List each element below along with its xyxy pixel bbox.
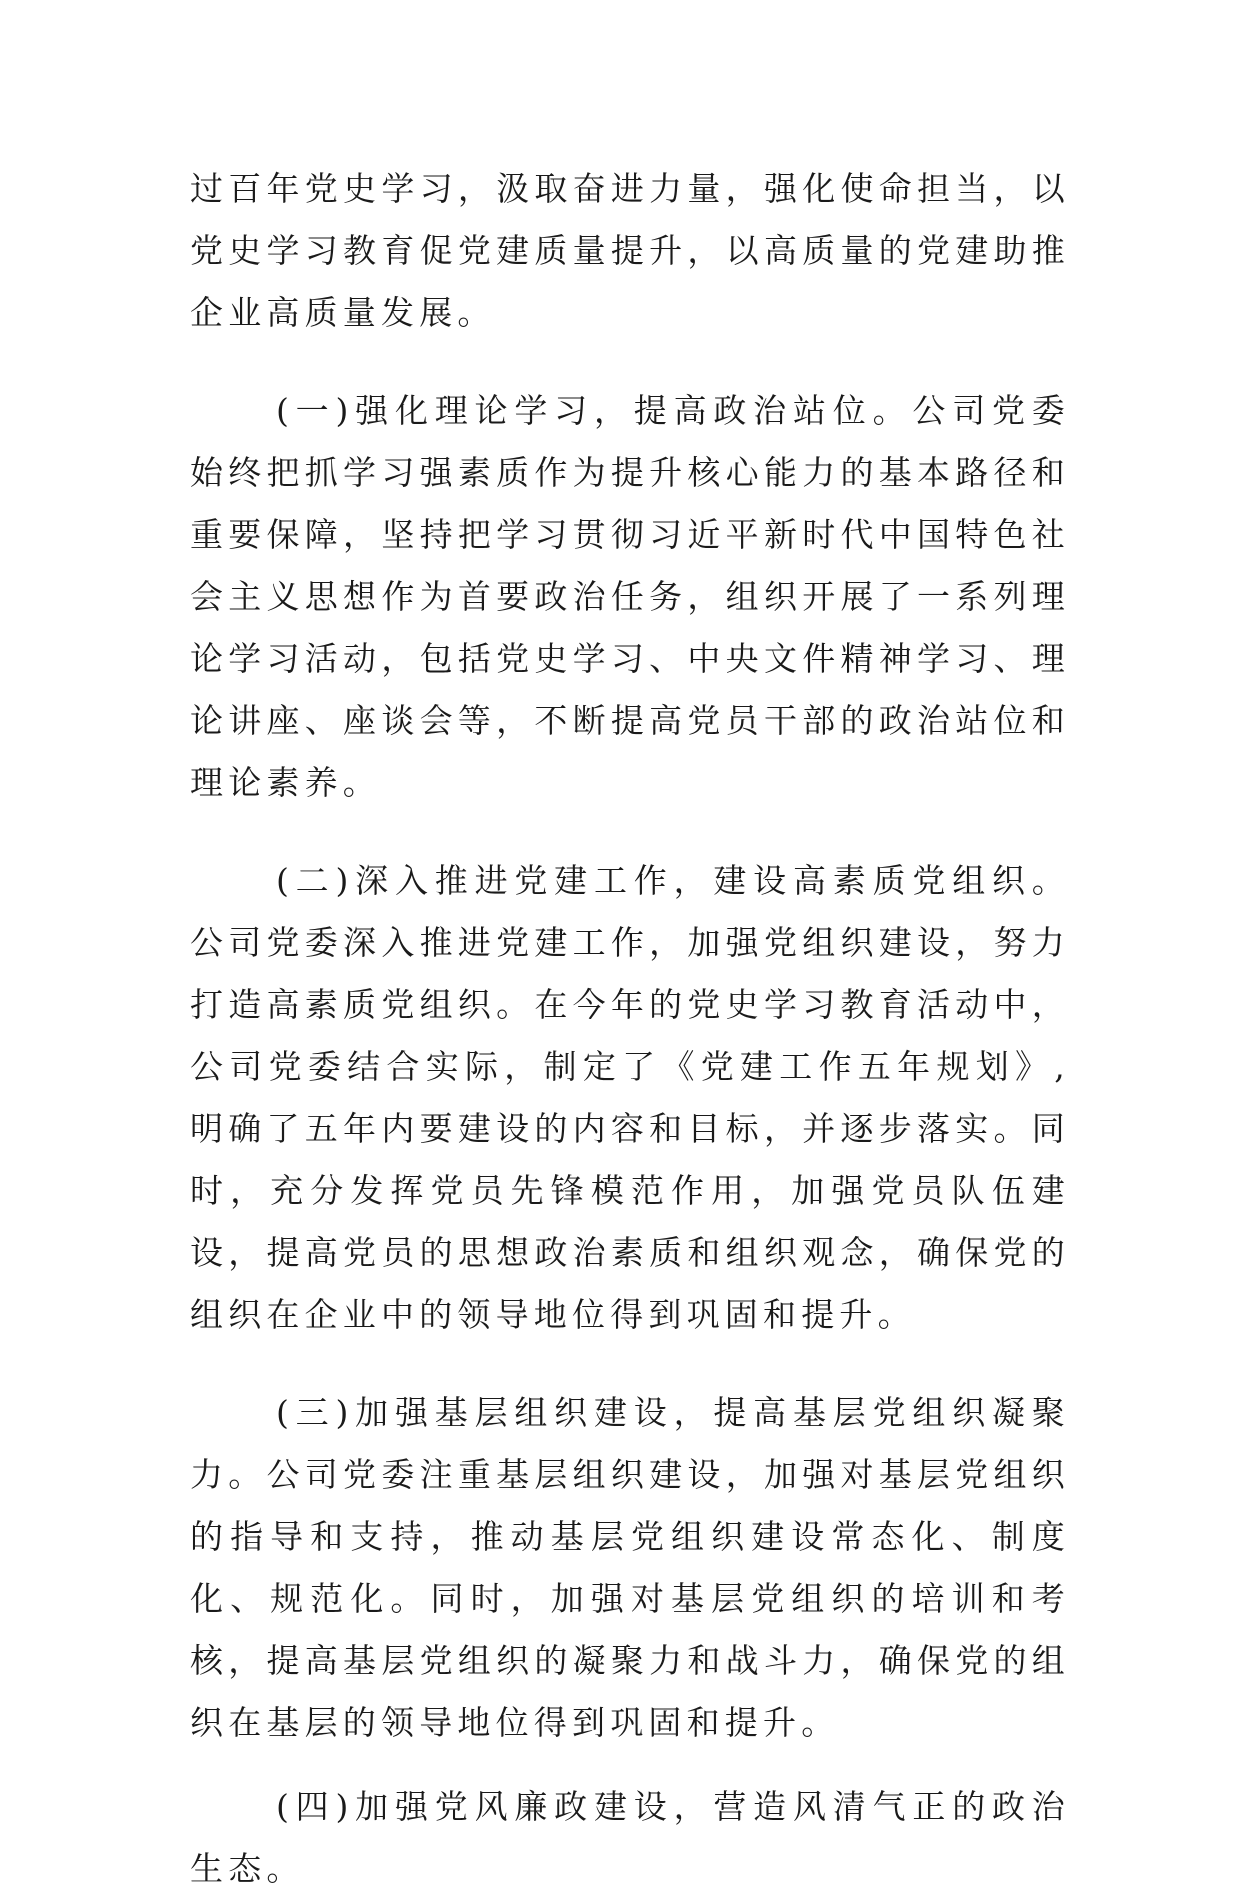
- section-3-heading: (三)加强基层组织建设，提高基层党组织凝聚力。: [190, 1393, 1070, 1494]
- section-3-paragraph: [190, 1382, 1070, 1754]
- section-3-body: 公司党委注重基层组织建设，加强对基层党组织的指导和支持，推动基层党组织建设常态化、制度化、规范化。同时，加强对基层党组织的培训和考核，提高基层党组织的凝聚力和战斗力，确保党的组织在基层的领导地位得到巩固和提升。: [190, 1455, 1070, 1742]
- section-4-heading: (四)加强党风廉政建设，营造风清气正的政治生态。: [190, 1787, 1070, 1888]
- section-4-paragraph: [190, 1776, 1070, 1900]
- section-2-body: 公司党委深入推进党建工作，加强党组织建设，努力打造高素质党组织。在今年的党史学习教育活动中，公司党委结合实际，制定了《党建工作五年规划》,明确了五年内要建设的内容和目标，并逐步落实。同时，充分发挥党员先锋模范作用，加强党员队伍建设，提高党员的思想政治素质和组织观念，确保党的组织在企业中的领导地位得到巩固和提升。: [190, 923, 1070, 1334]
- section-1-paragraph: [190, 380, 1070, 814]
- section-1-heading: (一)强化理论学习，提高政治站位。: [276, 391, 913, 430]
- intro-paragraph: [190, 158, 1070, 344]
- section-2-paragraph: [190, 850, 1070, 1346]
- section-1-body: 公司党委始终把抓学习强素质作为提升核心能力的基本路径和重要保障，坚持把学习贯彻习近平新时代中国特色社会主义思想作为首要政治任务，组织开展了一系列理论学习活动，包括党史学习、中央文件精神学习、理论讲座、座谈会等，不断提高党员干部的政治站位和理论素养。: [190, 391, 1070, 802]
- document-body: [190, 158, 1070, 1900]
- section-2-heading: (二)深入推进党建工作，建设高素质党组织。: [276, 861, 1070, 900]
- intro-text: 过百年党史学习，汲取奋进力量，强化使命担当，以党史学习教育促党建质量提升，以高质量的党建助推企业高质量发展。: [190, 169, 1070, 332]
